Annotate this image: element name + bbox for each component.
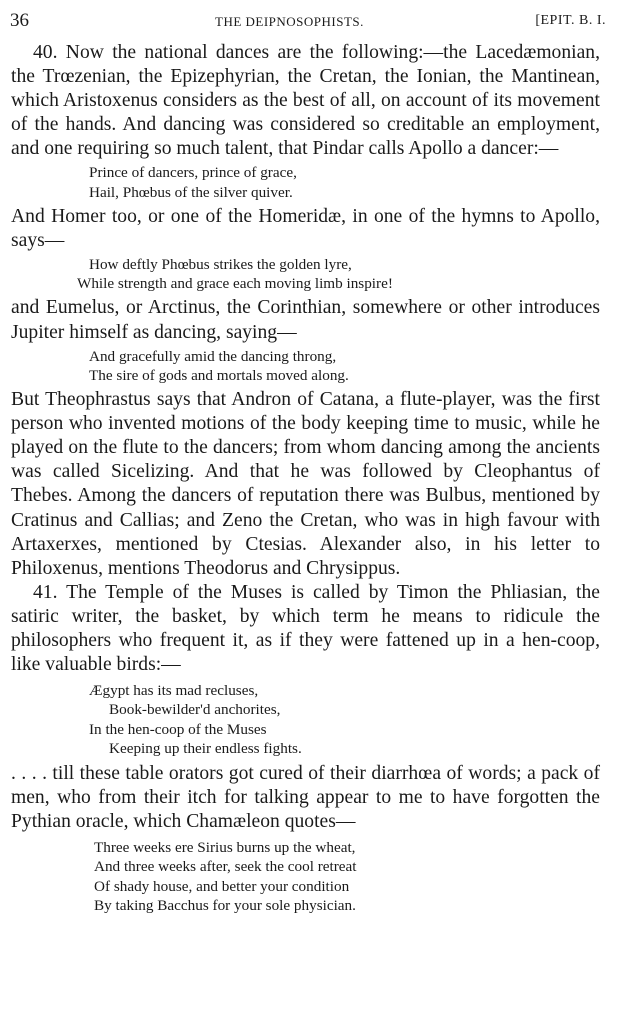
verse-oracle (11, 838, 600, 915)
verse-line: Of shady house, and better your condition (94, 877, 350, 895)
paragraph-homer: And Homer too, or one of the Homeridæ, in one of the hymns to Apollo, says— (11, 205, 600, 251)
paragraph-41: 41. The Temple of the Muses is called by Timon the Phliasian, the satiric writer, the basket, by which term he means to ridicule the philosophers who frequent it, as if they were fattened up in a hen-coop, like valuable birds:— (11, 581, 600, 676)
verse-eumelus (11, 347, 600, 385)
verse-line: Keeping up their endless fights. (109, 739, 302, 757)
verse-timon (11, 681, 600, 758)
verse-homer (11, 255, 600, 293)
paragraph-40: 40. Now the national dances are the following:—the Lacedæmonian, the Trœzenian, the Epizephyrian, the Cretan, the Ionian, the Mantinean, which Aristoxenus considers as the best of all, on account of its movement of the hands. And dancing was considered so creditable an employment, and one requiring so much talent, that Pindar calls Apollo a dancer:— (11, 42, 600, 160)
verse-line: In the hen-coop of the Muses (89, 720, 267, 738)
verse-line: Ægypt has its mad recluses, (89, 682, 259, 700)
verse-pindar (11, 163, 600, 201)
verse-line: Prince of dancers, prince of grace, (89, 164, 297, 182)
verse-line: By taking Bacchus for your sole physician. (94, 896, 356, 914)
verse-line: And gracefully amid the dancing throng, (89, 347, 337, 365)
verse-line: Book-bewilder'd anchorites, (109, 701, 281, 719)
running-section: [EPIT. B. I. (535, 13, 606, 28)
running-head (10, 10, 606, 34)
verse-line: While strength and grace each moving limb inspire! (77, 275, 393, 293)
page-number: 36 (10, 10, 29, 31)
verse-line: The sire of gods and mortals moved along. (89, 366, 349, 384)
body-text (11, 41, 600, 918)
paragraph-eumelus: and Eumelus, or Arctinus, the Corinthian, somewhere or other introduces Jupiter himself as dancing, saying— (11, 297, 600, 343)
verse-line: How deftly Phœbus strikes the golden lyre, (89, 256, 352, 274)
verse-line: Three weeks ere Sirius burns up the wheat, (94, 839, 356, 857)
verse-line: And three weeks after, seek the cool retreat (94, 858, 357, 876)
paragraph-theophrastus: But Theophrastus says that Andron of Catana, a flute-player, was the first person who invented motions of the body keeping time to music, while he played on the flute to the dancers; from whom dancing among the ancients was called Sicelizing. And that he was followed by Cleophantus of Thebes. Among the dancers of reputation there was Bulbus, mentioned by Cratinus and Callias; and Zeno the Cretan, who was in high favour with Artaxerxes, mentioned by Ctesias. Alexander also, in his letter to Philoxenus, mentions Theodorus and Chrysippus. (11, 389, 600, 579)
verse-line: Hail, Phœbus of the silver quiver. (89, 183, 293, 201)
paragraph-table-orators: . . . . till these table orators got cured of their diarrhœa of words; a pack of men, who from their itch for talking appear to me to have forgotten the Pythian oracle, which Chamæleon quotes— (11, 763, 600, 833)
running-title: THE DEIPNOSOPHISTS. (215, 14, 364, 29)
